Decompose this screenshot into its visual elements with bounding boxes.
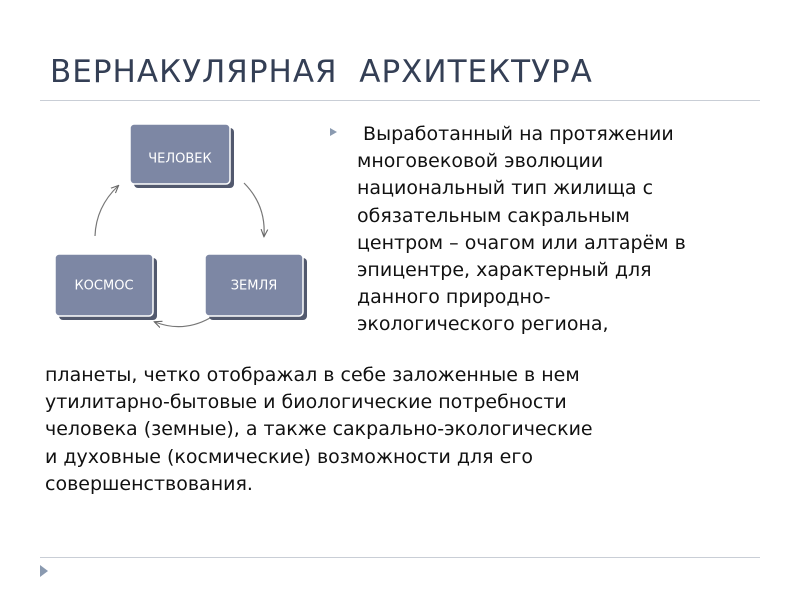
node-label-human: ЧЕЛОВЕК bbox=[148, 151, 212, 167]
arrow-earth-to-cosmos bbox=[155, 318, 210, 327]
node-earth bbox=[205, 254, 307, 320]
node-cosmos bbox=[55, 254, 157, 320]
node-human bbox=[130, 124, 234, 188]
arrow-cosmos-to-human bbox=[95, 186, 118, 236]
bullet-paragraph: Выработанный на протяжении многовековой эволюции национальный тип жилища с обязательным сакральным центром – очагом или алтарём в эпицентре, характерный для данного природно- экологического региона, bbox=[357, 123, 686, 336]
slide-nav-triangle-icon bbox=[40, 565, 48, 577]
arrow-human-to-earth bbox=[244, 183, 264, 236]
bullet-triangle-icon bbox=[330, 128, 337, 136]
footer-divider bbox=[40, 557, 760, 558]
slide-title: ВЕРНАКУЛЯРНАЯ АРХИТЕКТУРА bbox=[50, 54, 593, 90]
node-label-cosmos: КОСМОС bbox=[74, 278, 134, 294]
body-paragraph: планеты, четко отображал в себе заложенные в нем утилитарно-бытовые и биологические потребности человека (земные), а также сакрально-экологические и духовные (космические) возможности для его совершенствования. bbox=[45, 364, 593, 495]
node-label-earth: ЗЕМЛЯ bbox=[230, 278, 278, 294]
